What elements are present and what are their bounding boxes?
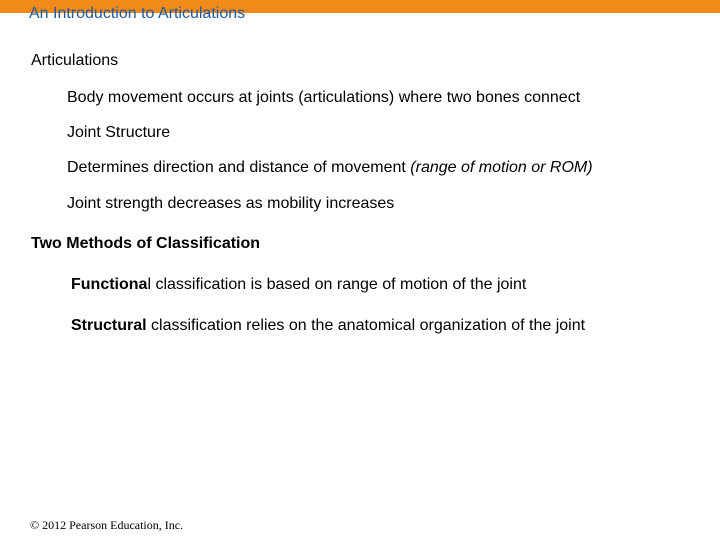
bullet-determines-text: Determines direction and distance of movement	[67, 159, 411, 176]
bullet-determines-direction	[67, 160, 593, 176]
bullet-functional-classification	[71, 277, 526, 293]
bullet-joint-structure: Joint Structure	[67, 124, 171, 141]
copyright-footer: © 2012 Pearson Education, Inc.	[30, 518, 184, 532]
bullet-body-movement: Body movement occurs at joints (articulations) where two bones connect	[67, 89, 581, 106]
functional-description: l classification is based on range of motion of the joint	[147, 276, 527, 293]
functional-term: Functiona	[71, 276, 148, 293]
heading-two-methods: Two Methods of Classification	[31, 235, 261, 252]
structural-term: Structural	[71, 317, 147, 334]
bullet-joint-strength: Joint strength decreases as mobility increases	[67, 195, 395, 212]
heading-articulations: Articulations	[31, 52, 119, 69]
bullet-structural-classification	[71, 318, 585, 334]
slide-title: An Introduction to Articulations	[29, 5, 246, 22]
range-of-motion-italic: (range of motion or ROM)	[410, 159, 593, 176]
structural-description: classification relies on the anatomical organization of the joint	[146, 317, 586, 334]
